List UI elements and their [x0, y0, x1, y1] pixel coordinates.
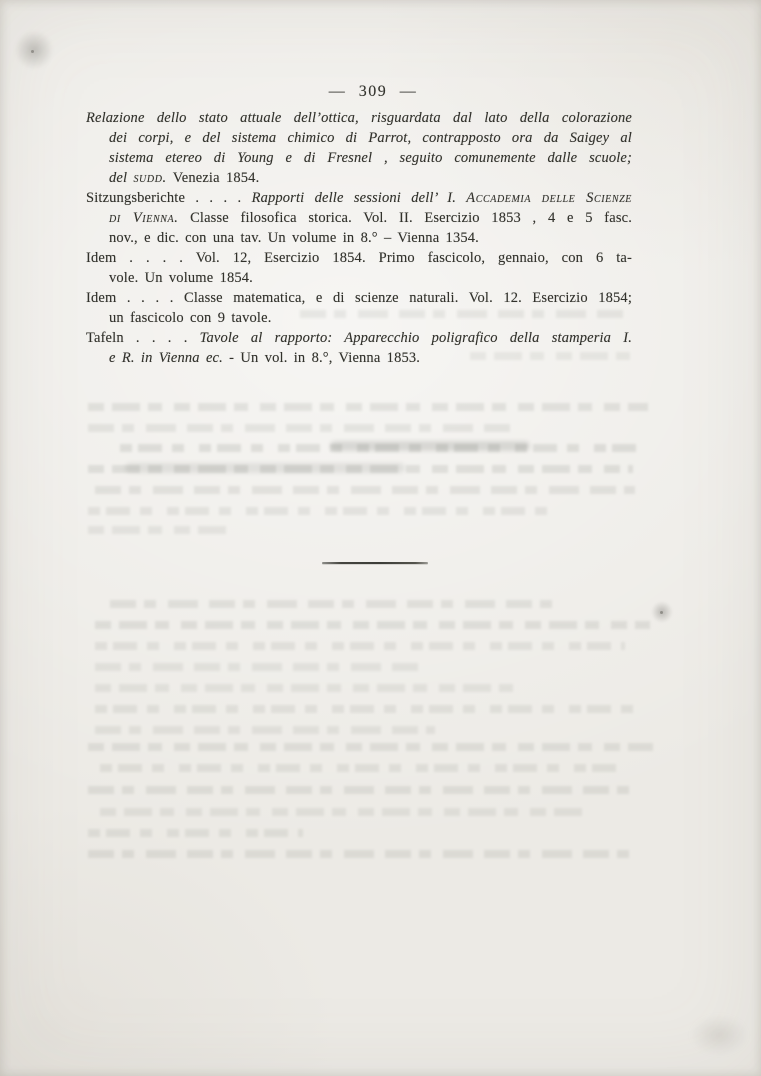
bleedthrough-line [100, 764, 620, 772]
text-segment-roman: Idem . . . . Vol. 12, Esercizio 1854. Primo fascicolo, gennaio, con 6 ta- [86, 250, 632, 266]
bleedthrough-line [95, 486, 635, 494]
text-segment-roman: Idem . . . . Classe matematica, e di scienze naturali. Vol. 12. Esercizio 1854; [86, 290, 632, 306]
bleedthrough-line [88, 850, 633, 858]
bleedthrough-line [95, 684, 515, 692]
bibliography-entry [86, 188, 632, 248]
text-segment-italic: e R. in Vienna ec. [109, 350, 223, 366]
bleedthrough-line [120, 444, 640, 452]
bleedthrough-line [100, 808, 590, 816]
text-segment-roman: vole. Un volume 1854. [109, 270, 253, 286]
page-number-heading: — 309 — [328, 83, 418, 100]
bleedthrough-line [88, 403, 648, 411]
text-segment-italic: sistema etereo di Young e di Fresnel , seguito comunemente dalle scuole; [109, 150, 632, 166]
bleedthrough-line [110, 600, 560, 608]
entry-line [86, 248, 632, 268]
text-segment-roman: Classe filosofica storica. Vol. II. Esercizio 1853 , 4 e 5 fasc. [178, 210, 632, 226]
bibliography-entry [86, 248, 632, 288]
paper-smudge-bottom-right [690, 1015, 748, 1055]
text-segment-italic: Rapporti delle sessioni dell’ I. [251, 190, 467, 206]
entry-line [86, 308, 632, 328]
text-segment-italic-smallcaps: di Vienna. [109, 210, 179, 226]
text-segment-roman: Tafeln . . . . [86, 330, 200, 346]
entry-line [86, 348, 632, 368]
entry-line [86, 148, 632, 168]
text-segment-roman: Venezia 1854. [166, 170, 260, 186]
bleedthrough-line [330, 441, 530, 451]
entry-line [86, 268, 632, 288]
text-segment-roman: un fascicolo con 9 tavole. [109, 310, 272, 326]
bibliography-entry [86, 108, 632, 188]
entry-line [86, 208, 632, 228]
text-segment-italic: del [109, 170, 134, 186]
bibliography-entry [86, 288, 632, 328]
bleedthrough-line [125, 463, 405, 473]
paper-smudge-right [650, 601, 674, 623]
entry-line [86, 228, 632, 248]
bleedthrough-line [88, 465, 633, 473]
bleedthrough-line [88, 786, 633, 794]
bibliography-entry [86, 328, 632, 368]
bleedthrough-line [88, 526, 228, 534]
section-divider-rule [322, 562, 428, 564]
bleedthrough-line [95, 726, 435, 734]
bleedthrough-line [95, 621, 650, 629]
text-segment-italic-smallcaps: Accademia delle Scienze [466, 190, 632, 206]
bibliography-entries [86, 108, 632, 368]
text-segment-italic: dei corpi, e del sistema chimico di Parrot, contrapposto ora da Saigey al [109, 130, 632, 146]
bleedthrough-line [95, 663, 425, 671]
paper-speck [660, 611, 663, 614]
bleedthrough-line [95, 705, 640, 713]
bleedthrough-line [88, 507, 558, 515]
text-segment-italic-smallcaps: sudd. [133, 170, 167, 186]
paper-speck [31, 50, 34, 53]
text-segment-italic: Tavole al rapporto: Apparecchio poligrafico della stamperia I. [199, 330, 632, 346]
bleedthrough-line [95, 642, 625, 650]
bleedthrough-line [88, 829, 303, 837]
entry-line [86, 328, 632, 348]
text-segment-roman: Sitzungsberichte . . . . [86, 190, 252, 206]
entry-line [86, 108, 632, 128]
entry-line [86, 128, 632, 148]
text-segment-roman: - Un vol. in 8.°, Vienna 1853. [222, 350, 421, 366]
text-segment-roman: nov., e dic. con una tav. Un volume in 8.° – Vienna 1354. [109, 230, 479, 246]
text-segment-italic: Relazione dello stato attuale dell’ottica, risguardata dal lato della colorazione [86, 110, 632, 126]
bleedthrough-line [88, 424, 518, 432]
entry-line [86, 288, 632, 308]
bleedthrough-line [88, 743, 653, 751]
entry-line [86, 168, 632, 188]
paper-smudge-top-left [14, 30, 54, 70]
entry-line [86, 188, 632, 208]
